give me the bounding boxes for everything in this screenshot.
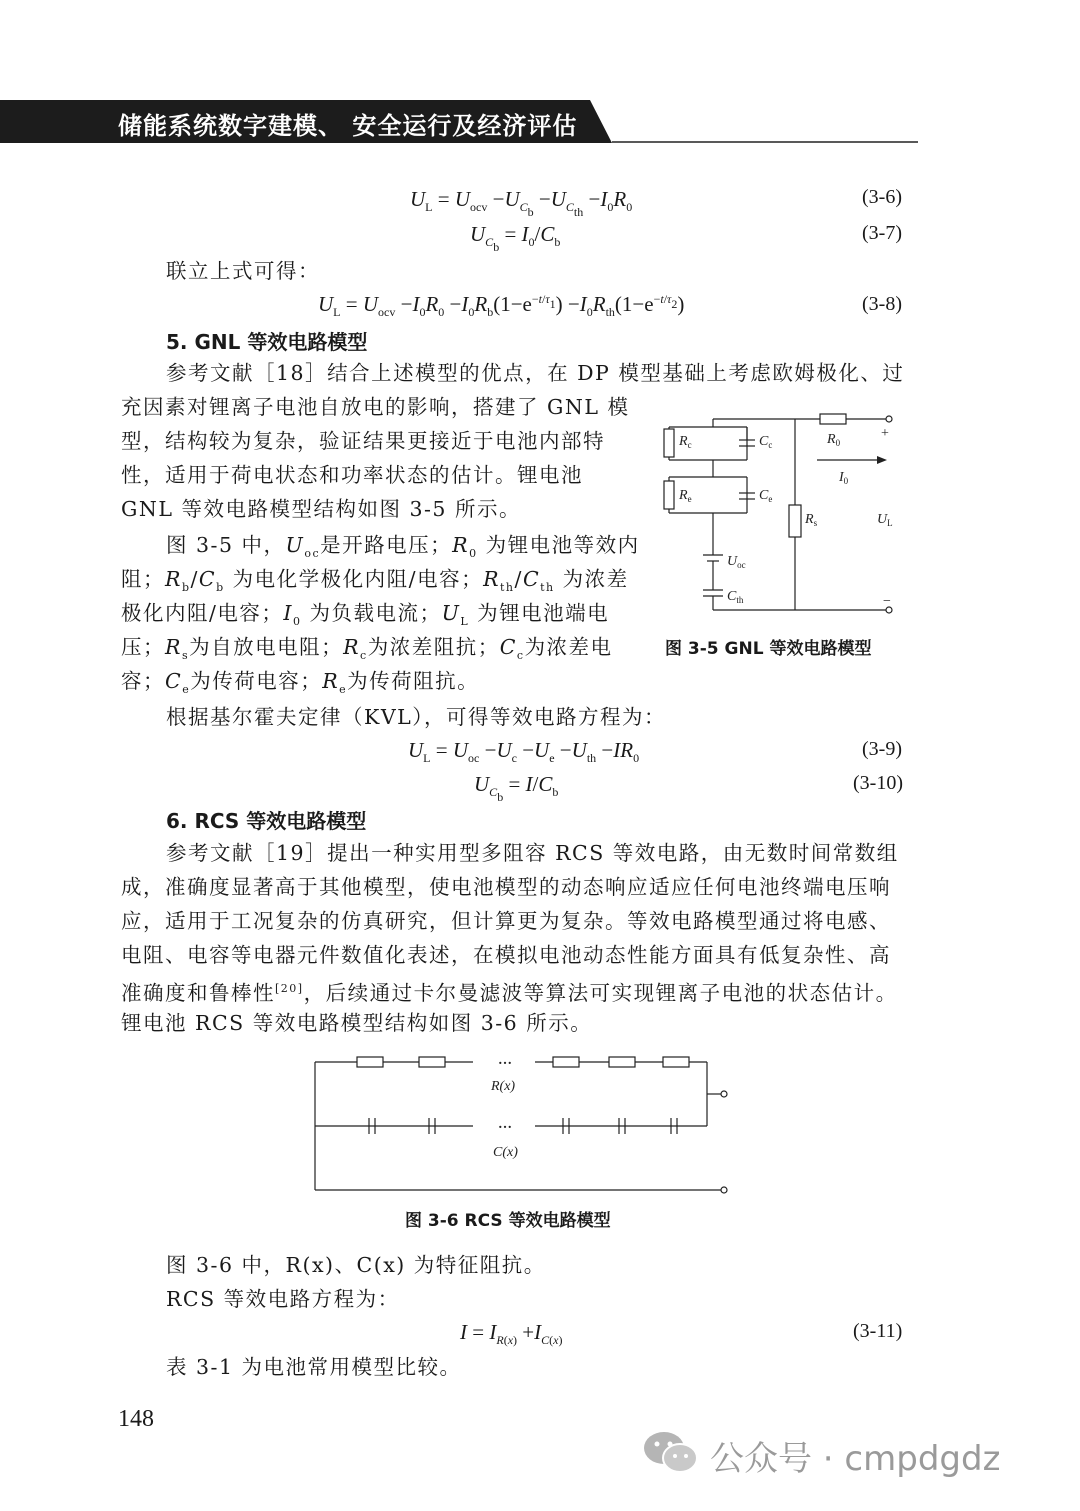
label-uoc: $U_{oc}$ bbox=[727, 554, 746, 570]
equation-3-8: $U_L = U_{ocv} -I_0R_0 -I_0R_b(1-e^{-t/\tau_1}) -I_0R_{th}(1-e^{-t/\tau_2})$ bbox=[318, 292, 685, 319]
label-rs: $R_s$ bbox=[805, 512, 818, 528]
equation-3-6: $U_L = U_{ocv} -U_{C_b} -U_{C_{th}} -I_0R_0$ bbox=[410, 187, 633, 219]
paragraph-line: GNL 等效电路模型结构如图 3-5 所示。 bbox=[121, 497, 521, 521]
watermark-text: 公众号 · cmpdgdz bbox=[710, 1439, 1001, 1479]
paragraph-line: 图 3-5 中，$U_{oc}$是开路电压；$R_0$ 为锂电池等效内 bbox=[166, 533, 640, 561]
paragraph-line: 充因素对锂离子电池自放电的影响，搭建了 GNL 模 bbox=[121, 395, 630, 419]
paragraph-line: 性，适用于荷电状态和功率状态的估计。锂电池 bbox=[121, 463, 583, 487]
paragraph-line: 阻；$R_b/C_b$ 为电化学极化内阻/电容；$R_{th}/C_{th}$ 为浓差 bbox=[121, 567, 629, 595]
label-ul: $U_L$ bbox=[877, 512, 893, 528]
running-header-title: 储能系统数字建模、 安全运行及经济评估 bbox=[118, 112, 578, 140]
paragraph-line: 极化内阻/电容；$I_0$ 为负载电流；$U_L$ 为锂电池端电 bbox=[121, 601, 610, 629]
label-cc: $C_c$ bbox=[759, 434, 773, 450]
paragraph-line: 参考文献［18］结合上述模型的优点，在 DP 模型基础上考虑欧姆极化、过 bbox=[166, 361, 905, 385]
equation-number: (3-8) bbox=[862, 293, 902, 315]
figure-3-5-caption: 图 3-5 GNL 等效电路模型 bbox=[665, 639, 872, 659]
wechat-icon bbox=[640, 1428, 702, 1478]
label-cx: C(x) bbox=[493, 1145, 518, 1160]
page-number: 148 bbox=[118, 1406, 154, 1432]
equation-3-7: $U_{C_b} = I_0/C_b$ bbox=[470, 222, 561, 254]
figure-3-6-caption: 图 3-6 RCS 等效电路模型 bbox=[405, 1211, 611, 1231]
equation-number: (3-6) bbox=[862, 186, 902, 208]
label-cth: $C_{th}$ bbox=[727, 589, 744, 605]
label-minus: − bbox=[883, 594, 891, 609]
paragraph-line: RCS 等效电路方程为： bbox=[166, 1287, 400, 1311]
paragraph-line: 根据基尔霍夫定律（KVL），可得等效电路方程为： bbox=[166, 705, 666, 729]
paragraph-line: 应，适用于工况复杂的仿真研究，但计算更为复杂。等效电路模型通过将电感、 bbox=[121, 909, 891, 933]
paragraph-line: 准确度和鲁棒性[20]，后续通过卡尔曼滤波等算法可实现锂离子电池的状态估计。 bbox=[121, 980, 898, 1005]
equation-number: (3-11) bbox=[853, 1320, 903, 1342]
figure-3-5-gnl-circuit bbox=[655, 405, 915, 620]
section-heading-gnl: 5. GNL 等效电路模型 bbox=[166, 330, 368, 354]
section-heading-rcs: 6. RCS 等效电路模型 bbox=[166, 809, 367, 833]
equation-number: (3-10) bbox=[853, 772, 903, 794]
citation-ref: [20] bbox=[275, 982, 304, 995]
equation-3-9: $U_L = U_{oc} -U_c -U_e -U_{th} -IR_0$ bbox=[408, 738, 640, 765]
paragraph-line: 成，准确度显著高于其他模型，使电池模型的动态响应适应任何电池终端电压响 bbox=[121, 875, 891, 899]
paragraph-line: 型，结构较为复杂，验证结果更接近于电池内部特 bbox=[121, 429, 605, 453]
dots-resistors: … bbox=[498, 1053, 512, 1068]
paragraph-line: 电阻、电容等电器元件数值化表述，在模拟电池动态性能方面具有低复杂性、高 bbox=[121, 943, 891, 967]
label-plus: + bbox=[881, 426, 889, 441]
label-i0: $I_0$ bbox=[839, 470, 849, 486]
label-re: $R_e$ bbox=[679, 488, 692, 504]
figure-3-6-rcs-circuit bbox=[305, 1048, 735, 1198]
paragraph-line: 锂电池 RCS 等效电路模型结构如图 3-6 所示。 bbox=[121, 1011, 593, 1035]
equation-3-10: $U_{C_b} = I/C_b$ bbox=[474, 772, 559, 804]
equation-number: (3-7) bbox=[862, 222, 902, 244]
dots-capacitors: … bbox=[498, 1117, 512, 1132]
paragraph-line: 表 3-1 为电池常用模型比较。 bbox=[166, 1355, 462, 1379]
paragraph-line: 联立上式可得： bbox=[166, 259, 320, 283]
label-r0: $R_0$ bbox=[827, 432, 841, 448]
label-rx: R(x) bbox=[491, 1079, 516, 1094]
label-ce: $C_e$ bbox=[759, 488, 773, 504]
paragraph-line: 图 3-6 中，R(x)、C(x) 为特征阻抗。 bbox=[166, 1253, 546, 1277]
equation-3-11: $I = I_{R(x)} +I_{C(x)}$ bbox=[460, 1320, 563, 1347]
paragraph-line: 压；$R_s$为自放电电阻；$R_c$为浓差阻抗；$C_c$为浓差电 bbox=[121, 635, 613, 663]
paragraph-line: 参考文献［19］提出一种实用型多阻容 RCS 等效电路，由无数时间常数组 bbox=[166, 841, 899, 865]
label-rc: $R_c$ bbox=[679, 434, 692, 450]
paragraph-line: 容；$C_e$为传荷电容；$R_e$为传荷阻抗。 bbox=[121, 669, 480, 697]
equation-number: (3-9) bbox=[862, 738, 902, 760]
